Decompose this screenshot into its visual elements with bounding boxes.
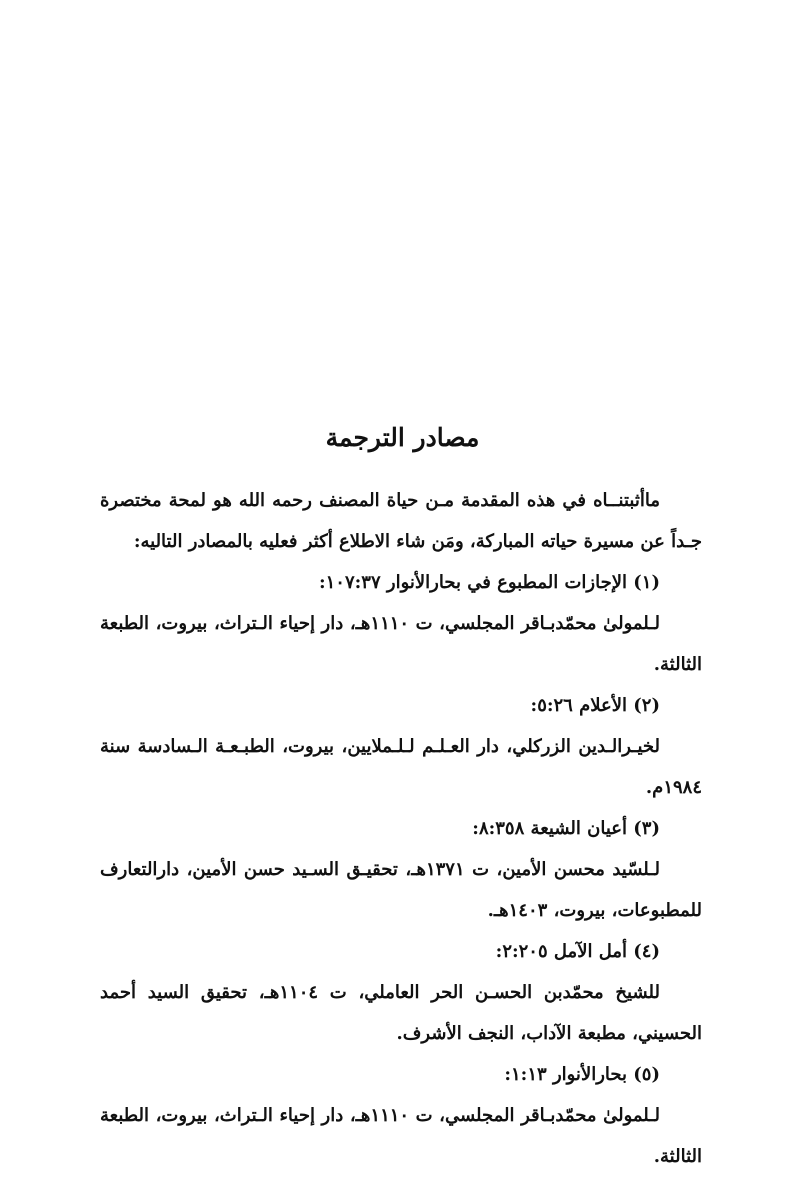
source-heading-1: (١) الإجازات المطبوع في بحارالأنوار ١٠٧:٣٧: <box>318 572 660 593</box>
source-heading-5: (٥) بحارالأنوار ١:١٣: <box>504 1064 660 1085</box>
source-detail-2: لخيـرالـدين الزركلي، دار العـلـم لـلـملايين، بيروت، الطبـعـة الـسادسة سنة ١٩٨٤م. <box>100 736 702 798</box>
section-title: مصادر الترجمة <box>325 423 480 452</box>
section-body <box>100 480 702 1177</box>
source-detail-5: لـلمولىٰ محمّدبـاقر المجلسي، ت ١١١٠هـ، دار إحياء الـتراث، بيروت، الطبعة الثالثة. <box>100 1105 702 1167</box>
source-detail-4: للشيخ محمّدبن الحسـن الحر العاملي، ت ١١٠٤هـ، تحقيق السيد أحمد الحسيني، مطبعة الآداب، النجف الأشرف. <box>100 982 702 1044</box>
source-heading-2: (٢) الأعلام ٥:٢٦: <box>530 695 660 716</box>
intro-paragraph: ماأثبتنــاه في هذه المقدمة مـن حياة المصنف رحمه الله هو لمحة مختصرة جـداً عن مسيرة حياته المباركة، ومَن شاء الاطلاع أكثر فعليه بالمصادر التاليه: <box>100 490 702 552</box>
source-detail-1: لـلمولىٰ محمّدبـاقر المجلسي، ت ١١١٠هـ، دار إحياء الـتراث، بيروت، الطبعة الثالثة. <box>100 613 702 675</box>
source-detail-3: لـلسّيد محسن الأمين، ت ١٣٧١هـ، تحقيـق السـيد حسن الأمين، دارالتعارف للمطبوعات، بيروت، ١٤٠٣هـ. <box>100 859 702 921</box>
source-heading-4: (٤) أمل الآمل ٢:٢٠٥: <box>495 941 660 962</box>
source-heading-3: (٣) أعيان الشيعة ٨:٣٥٨: <box>472 818 660 839</box>
